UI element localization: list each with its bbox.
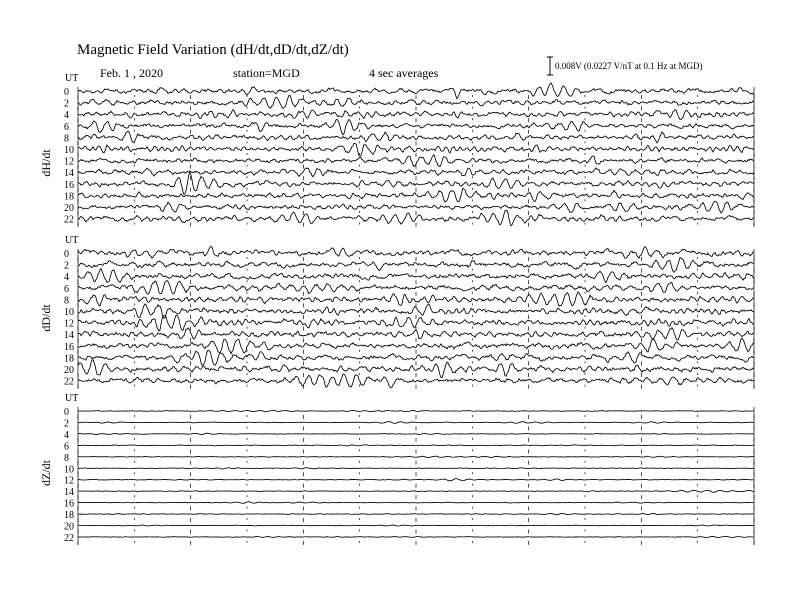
trace-line xyxy=(78,490,754,492)
chart-title: Magnetic Field Variation (dH/dt,dD/dt,dZ/dt) xyxy=(77,42,349,58)
hour-label: 20 xyxy=(64,521,74,533)
trace-line xyxy=(78,525,754,526)
hour-label: 14 xyxy=(64,487,74,499)
trace-line xyxy=(78,513,754,514)
hour-label: 12 xyxy=(64,318,74,330)
trace-line xyxy=(78,422,754,424)
hour-label: 0 xyxy=(64,87,69,98)
hour-label: 6 xyxy=(64,441,69,453)
hour-label: 4 xyxy=(64,429,69,441)
trace-line xyxy=(78,168,754,177)
hour-label: 14 xyxy=(64,168,74,180)
date-label: Feb. 1 , 2020 xyxy=(100,66,163,80)
hour-label: 22 xyxy=(64,376,74,388)
scale-bar xyxy=(547,57,553,75)
trace-line xyxy=(78,328,754,340)
trace-line xyxy=(78,445,754,446)
panel-ylabel: dD/dt xyxy=(39,304,53,332)
ut-label: UT xyxy=(65,393,79,404)
trace-line xyxy=(78,433,754,435)
hour-label: 2 xyxy=(64,260,69,272)
hour-label: 20 xyxy=(64,203,74,214)
hour-label: 10 xyxy=(64,307,74,318)
hour-label: 4 xyxy=(64,272,69,284)
station-label: station=MGD xyxy=(233,66,300,80)
trace-line xyxy=(78,502,754,504)
panel-dd-dt xyxy=(39,235,754,389)
hour-label: 12 xyxy=(64,475,74,487)
hour-label: 4 xyxy=(64,110,69,122)
hour-label: 18 xyxy=(64,191,74,203)
hour-label: 2 xyxy=(64,418,69,430)
trace-line xyxy=(78,247,754,259)
panel-dz-dt xyxy=(39,393,754,545)
hour-label: 18 xyxy=(64,510,74,522)
trace-line xyxy=(78,468,754,469)
hour-label: 18 xyxy=(64,353,74,365)
hour-label: 16 xyxy=(64,179,74,191)
ut-label: UT xyxy=(65,235,79,246)
hour-label: 2 xyxy=(64,98,69,110)
hour-label: 6 xyxy=(64,283,69,295)
hour-label: 12 xyxy=(64,156,74,168)
panel-dh-dt xyxy=(39,73,754,227)
hour-label: 22 xyxy=(64,532,74,544)
averaging-label: 4 sec averages xyxy=(369,66,439,80)
hour-label: 16 xyxy=(64,341,74,353)
hour-label: 20 xyxy=(64,365,74,376)
trace-line xyxy=(78,456,754,457)
trace-line xyxy=(78,110,754,120)
hour-label: 0 xyxy=(64,407,69,418)
panel-ylabel: dZ/dt xyxy=(39,460,53,486)
hour-label: 8 xyxy=(64,133,69,145)
hour-label: 6 xyxy=(64,121,69,133)
hour-label: 16 xyxy=(64,498,74,510)
trace-line xyxy=(78,410,754,411)
hour-label: 14 xyxy=(64,330,74,342)
trace-line xyxy=(78,479,754,481)
ut-label: UT xyxy=(65,73,79,84)
trace-line xyxy=(78,536,754,537)
hour-label: 22 xyxy=(64,214,74,226)
panel-ylabel: dH/dt xyxy=(39,149,53,177)
hour-label: 0 xyxy=(64,249,69,260)
hour-label: 8 xyxy=(64,452,69,464)
hour-label: 10 xyxy=(64,145,74,156)
hour-label: 10 xyxy=(64,464,74,476)
hour-label: 8 xyxy=(64,295,69,307)
scale-label: 0.008V (0.0227 V/nT at 0.1 Hz at MGD) xyxy=(555,61,703,71)
